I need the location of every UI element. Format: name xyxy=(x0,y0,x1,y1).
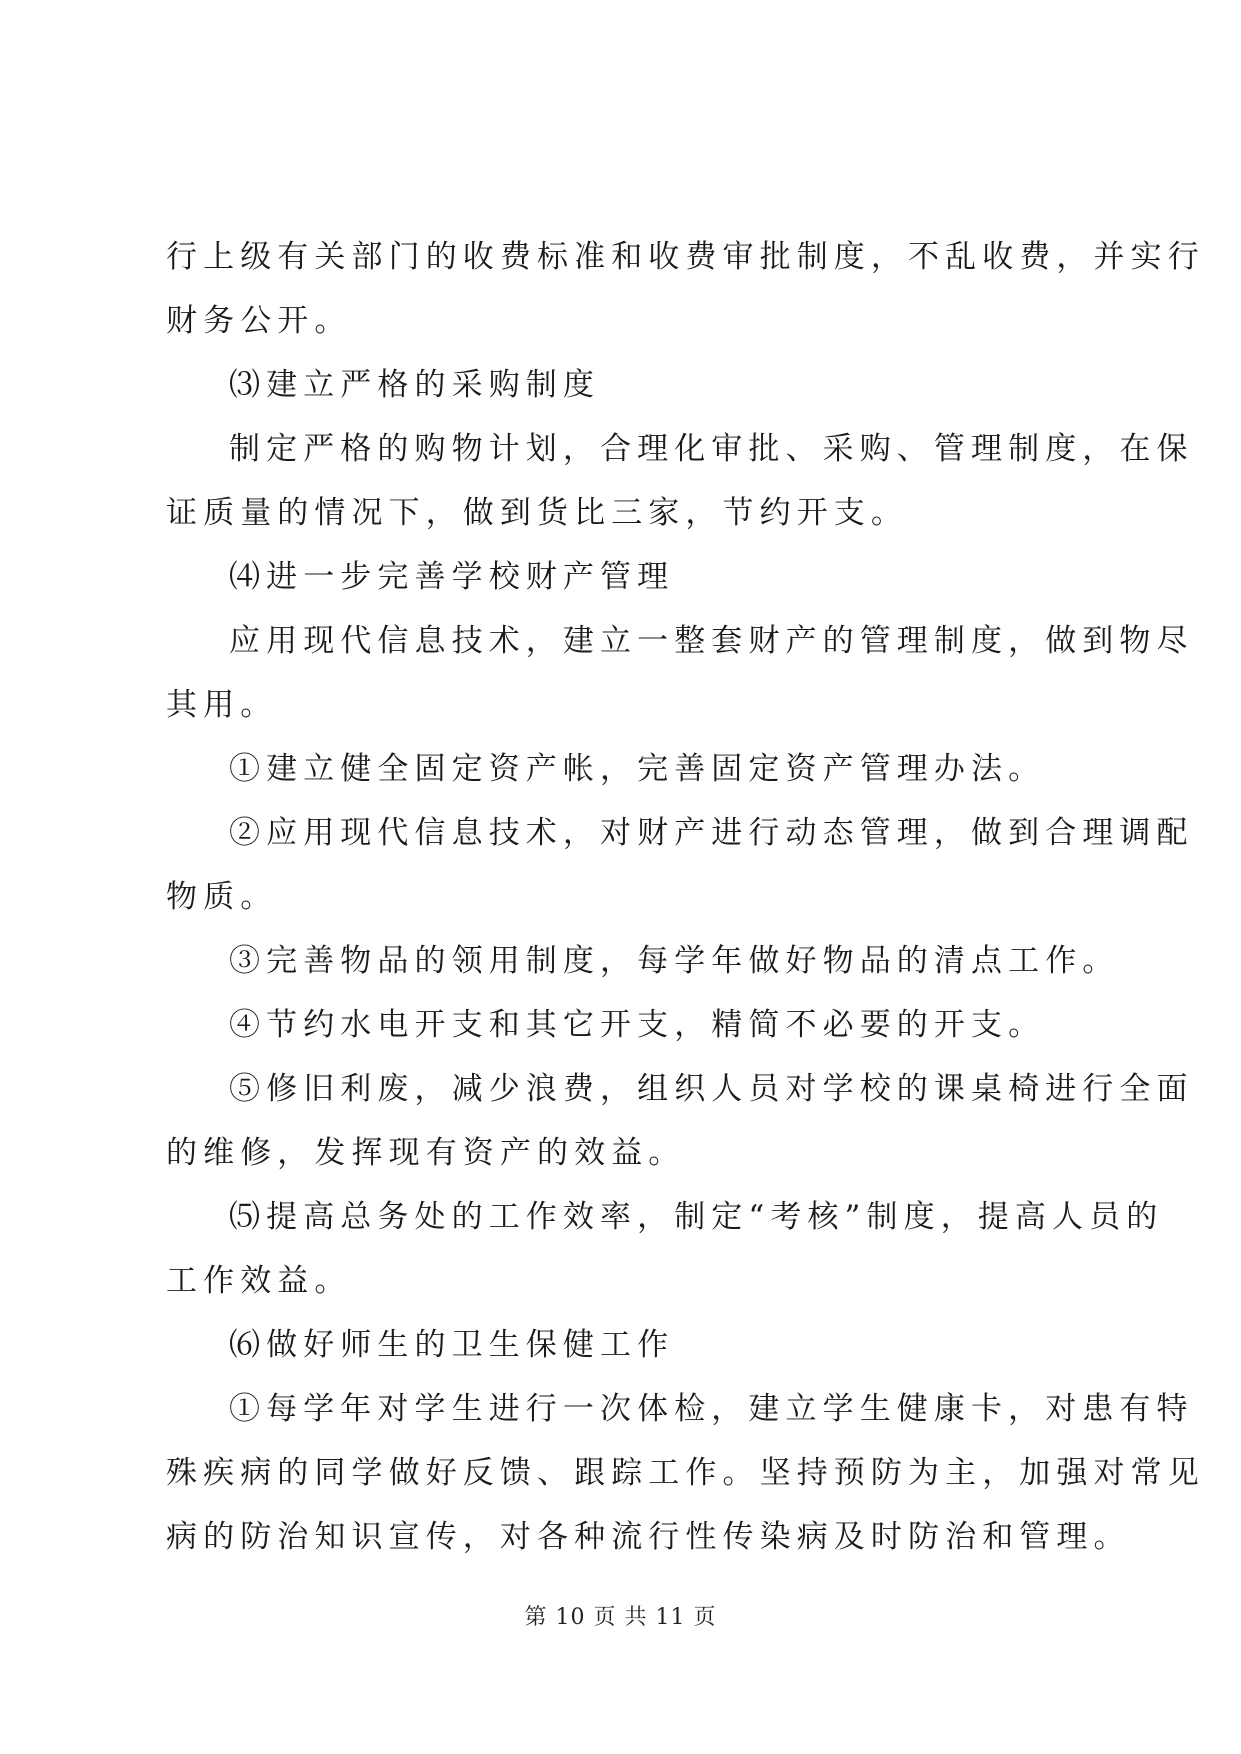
list-item: ①建立健全固定资产帐，完善固定资产管理办法。 xyxy=(229,751,1046,787)
list-item: ①每学年对学生进行一次体检，建立学生健康卡，对患有特 xyxy=(229,1391,1194,1427)
text-line: 病的防治知识宣传，对各种流行性传染病及时防治和管理。 xyxy=(166,1519,1131,1555)
text-line: 殊疾病的同学做好反馈、跟踪工作。坚持预防为主，加强对常见 xyxy=(166,1455,1205,1491)
list-item: ⑤修旧利废，减少浪费，组织人员对学校的课桌椅进行全面 xyxy=(229,1071,1194,1107)
section-heading: ⑶建立严格的采购制度 xyxy=(229,367,600,403)
text-line: 证质量的情况下，做到货比三家，节约开支。 xyxy=(166,495,908,531)
text-line: 的维修，发挥现有资产的效益。 xyxy=(166,1135,686,1171)
text-line: 工作效益。 xyxy=(166,1263,352,1299)
document-body xyxy=(166,225,1205,1569)
text-line: 其用。 xyxy=(166,687,278,723)
text-line: 制定严格的购物计划，合理化审批、采购、管理制度，在保 xyxy=(229,431,1194,467)
text-line: 应用现代信息技术，建立一整套财产的管理制度，做到物尽 xyxy=(229,623,1194,659)
section-heading: ⑹做好师生的卫生保健工作 xyxy=(229,1327,675,1363)
text-line: 物质。 xyxy=(166,879,278,915)
list-item: ②应用现代信息技术，对财产进行动态管理，做到合理调配 xyxy=(229,815,1194,851)
list-item: ③完善物品的领用制度，每学年做好物品的清点工作。 xyxy=(229,943,1120,979)
section-heading: ⑷进一步完善学校财产管理 xyxy=(229,559,675,595)
list-item: ④节约水电开支和其它开支，精简不必要的开支。 xyxy=(229,1007,1046,1043)
text-line: 财务公开。 xyxy=(166,303,352,339)
page-number-footer: 第 10 页 共 11 页 xyxy=(524,1605,717,1630)
text-line: 行上级有关部门的收费标准和收费审批制度，不乱收费，并实行 xyxy=(166,239,1205,275)
section-heading: ⑸提高总务处的工作效率，制定“考核”制度，提高人员的 xyxy=(229,1199,1164,1235)
